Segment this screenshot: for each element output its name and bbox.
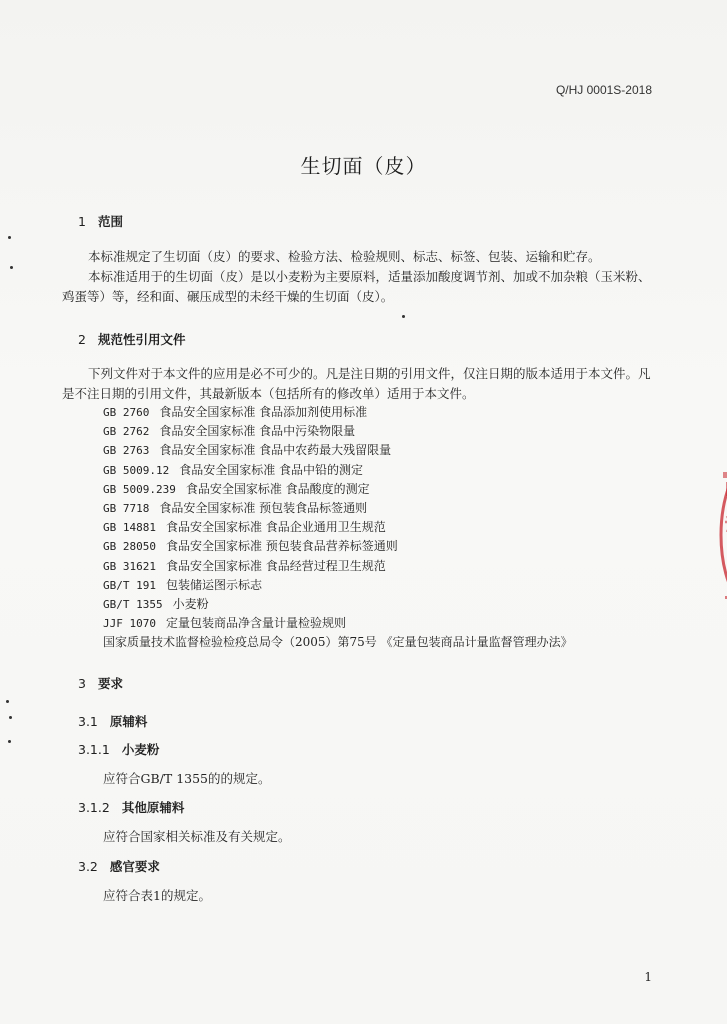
scan-speck [9, 716, 12, 719]
scan-speck [8, 236, 11, 239]
section-number: 3.1 [78, 714, 98, 729]
scan-speck [8, 740, 11, 743]
list-item: GB/T 1355 小麦粉 [103, 596, 209, 611]
section-3-1-heading [78, 712, 147, 730]
list-item: GB 5009.239 食品安全国家标准 食品酸度的测定 [103, 481, 370, 496]
section-1-paragraph-1: 本标准规定了生切面（皮）的要求、检验方法、检验规则、标志、标签、包装、运输和贮存。 [88, 249, 601, 264]
page-number: 1 [644, 970, 652, 984]
document-title: 生切面（皮） [300, 154, 427, 178]
section-title: 要求 [97, 676, 123, 691]
section-3-1-2-text: 应符合国家相关标准及有关规定。 [103, 829, 291, 844]
section-number: 3.1.2 [78, 800, 110, 815]
section-title: 感官要求 [109, 859, 160, 874]
list-item: GB/T 191 包装储运图示标志 [103, 577, 262, 592]
section-3-1-1-text: 应符合GB/T 1355的的规定。 [103, 771, 271, 786]
section-2-paragraph: 下列文件对于本文件的应用是必不可少的。凡是注日期的引用文件，仅注日期的版本适用于本文件。凡是不注日期的引用文件，其最新版本（包括所有的修改单）适用于本文件。 [62, 366, 651, 401]
section-2-heading [78, 330, 185, 348]
section-title: 原辅料 [109, 714, 148, 729]
normative-reference-list [103, 403, 573, 652]
list-item: GB 14881 食品安全国家标准 食品企业通用卫生规范 [103, 520, 386, 535]
document-code: Q/HJ 0001S-2018 [555, 83, 652, 97]
list-item: GB 7718 食品安全国家标准 预包装食品标签通则 [103, 500, 368, 515]
section-number: 3 [78, 676, 86, 691]
scan-speck [6, 700, 9, 703]
section-number: 1 [78, 214, 86, 229]
section-number: 3.1.1 [78, 742, 110, 757]
list-item: JJF 1070 定量包装商品净含量计量检验规则 [103, 616, 346, 631]
red-seal-stamp [707, 460, 727, 610]
list-item: GB 28050 食品安全国家标准 预包装食品营养标签通则 [103, 539, 398, 554]
decree-reference: 国家质量技术监督检验检疫总局令（2005）第75号 《定量包装商品计量监督管理办法》 [103, 635, 573, 650]
scan-speck [10, 266, 13, 269]
list-item: GB 5009.12 食品安全国家标准 食品中铅的测定 [103, 462, 364, 477]
section-3-1-1-heading [78, 740, 159, 758]
list-item: GB 2762 食品安全国家标准 食品中污染物限量 [103, 424, 356, 439]
section-number: 2 [78, 332, 86, 347]
section-3-1-2-heading [78, 798, 184, 816]
list-item: GB 2760 食品安全国家标准 食品添加剂使用标准 [103, 405, 368, 419]
section-3-2-text: 应符合表1的规定。 [103, 888, 211, 903]
section-title: 范围 [97, 214, 123, 229]
section-title: 其他原辅料 [121, 800, 185, 815]
scan-speck [402, 315, 405, 318]
list-item: GB 31621 食品安全国家标准 食品经营过程卫生规范 [103, 558, 386, 573]
section-3-heading [78, 674, 123, 692]
section-title: 小麦粉 [121, 742, 160, 757]
section-1-paragraph-2: 本标准适用于的生切面（皮）是以小麦粉为主要原料，适量添加酸度调节剂、加或不加杂粮（玉米粉、鸡蛋等）等，经和面、碾压成型的未经干燥的生切面（皮）。 [62, 269, 651, 304]
section-1-heading [78, 212, 123, 230]
section-3-2-heading [78, 857, 160, 875]
section-number: 3.2 [78, 859, 98, 874]
list-item: GB 2763 食品安全国家标准 食品中农药最大残留限量 [103, 443, 392, 458]
section-title: 规范性引用文件 [97, 332, 186, 347]
